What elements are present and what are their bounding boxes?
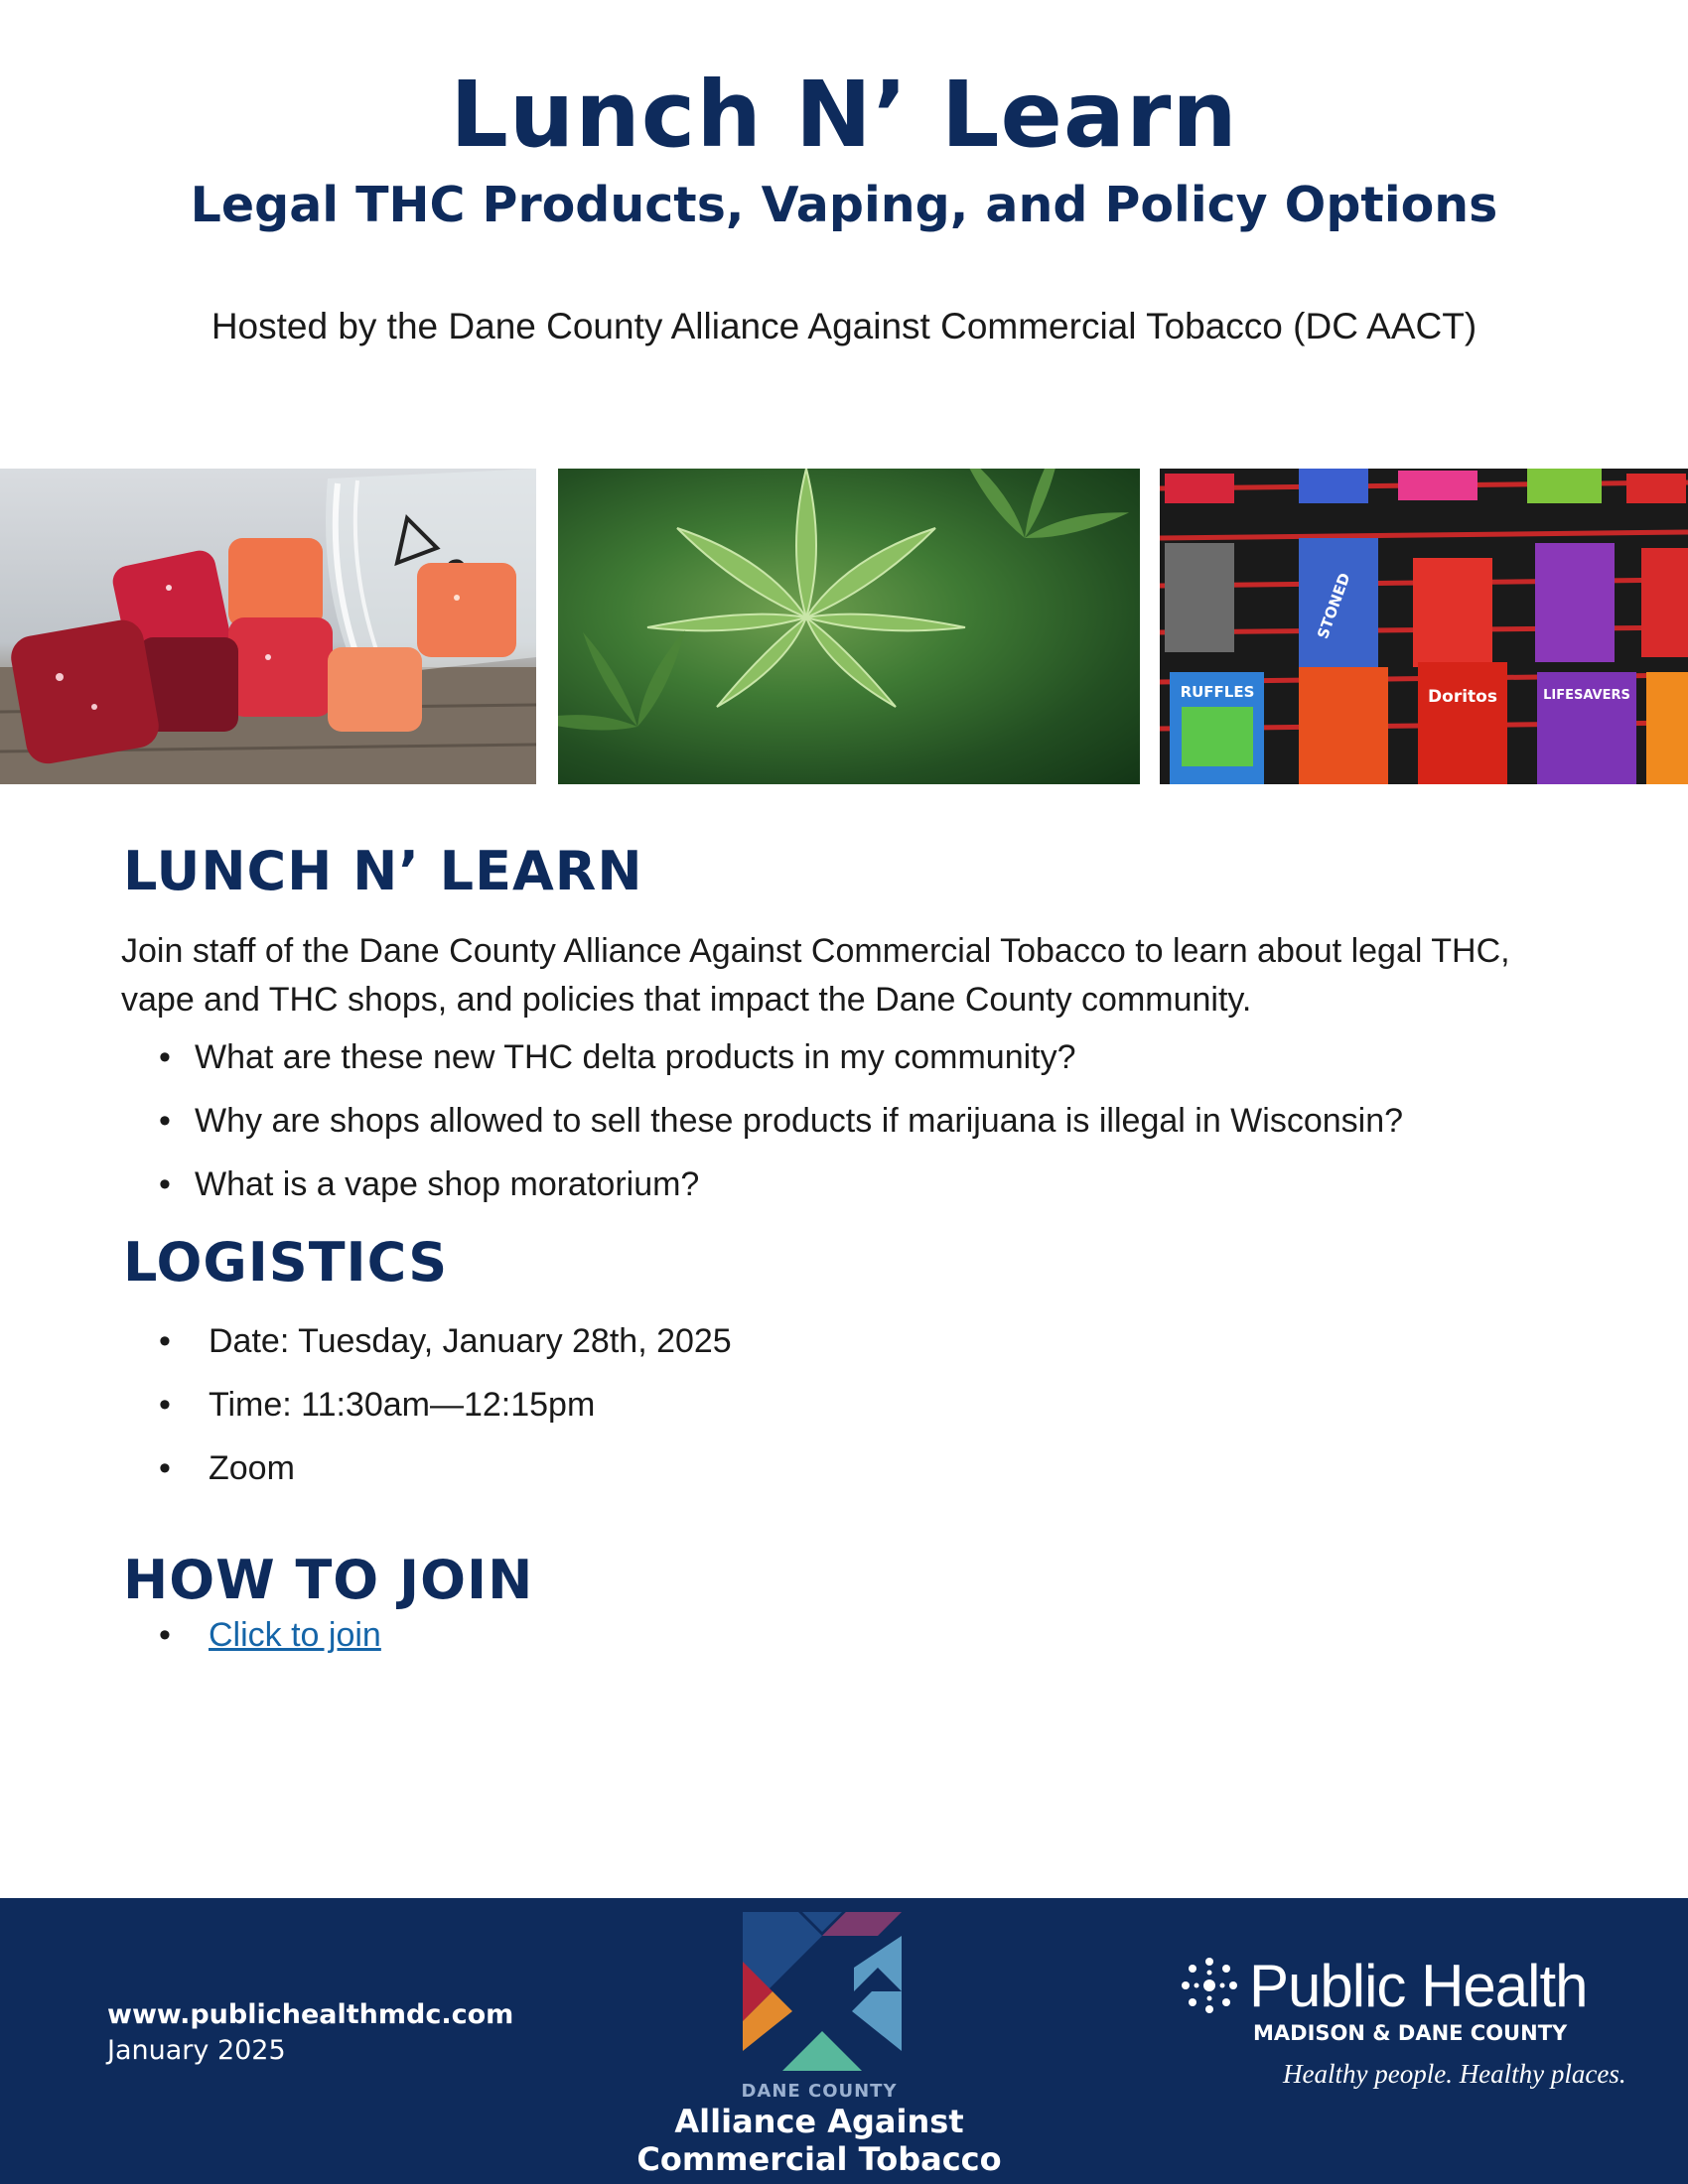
list-item: • Why are shops allowed to sell these products if marijuana is illegal in Wisconsin? [159, 1102, 1404, 1140]
bullet-icon: • [159, 1102, 171, 1140]
section-heading-join: HOW TO JOIN [123, 1549, 534, 1611]
public-health-title: Public Health [1249, 1953, 1588, 2019]
lunch-description: Join staff of the Dane County Alliance Against Commercial Tobacco to learn about legal THC, vape and THC shops, and policies that impact the Dane County community. [121, 932, 1510, 1019]
logistics-list [159, 1322, 732, 1513]
chip-label-ruffles: RUFFLES [1180, 683, 1255, 701]
lunch-questions-list [159, 1038, 1404, 1229]
page-title: Lunch N’ Learn [450, 62, 1238, 168]
join-list [159, 1616, 381, 1680]
list-item: • Time: 11:30am—12:15pm [159, 1386, 596, 1424]
list-item: • What are these new THC delta products in my community? [159, 1038, 1076, 1076]
public-health-burst-icon [1178, 1954, 1241, 2017]
bullet-icon: • [159, 1038, 171, 1076]
list-item: • Date: Tuesday, January 28th, 2025 [159, 1322, 732, 1360]
footer-url[interactable]: www.publichealthmdc.com [107, 1999, 514, 2030]
public-health-sub: MADISON & DANE COUNTY [1253, 2021, 1568, 2045]
bullet-icon: • [159, 1322, 171, 1360]
photo-strip [0, 469, 1688, 784]
hosted-by-text: Hosted by the Dane County Alliance Against Commercial Tobacco (DC AACT) [211, 306, 1477, 346]
shop-shelf-photo [1160, 469, 1688, 784]
section-heading-lunch: LUNCH N’ LEARN [123, 840, 643, 902]
list-item [159, 1616, 381, 1680]
list-item: • Zoom [159, 1449, 295, 1487]
gummies-illustration [0, 469, 536, 784]
footer-org-line2: Commercial Tobacco [636, 2140, 1002, 2178]
footer-org-county: DANE COUNTY [741, 2081, 898, 2102]
page-subtitle: Legal THC Products, Vaping, and Policy Options [190, 177, 1498, 233]
chip-label-doritos: Doritos [1428, 687, 1497, 707]
bullet-icon: • [159, 1386, 171, 1424]
chip-label-stoned: STONED [1314, 570, 1354, 641]
cannabis-leaves [558, 469, 1140, 784]
public-health-tagline: Healthy people. Healthy places. [1283, 2059, 1626, 2089]
section-heading-logistics: LOGISTICS [123, 1231, 449, 1294]
gummies-photo [0, 469, 536, 784]
cannabis-photo [558, 469, 1140, 784]
bullet-icon: • [159, 1616, 171, 1654]
footer-org-line1: Alliance Against [674, 2103, 964, 2140]
chip-label-lifesavers: LIFESAVERS [1543, 688, 1630, 703]
bullet-icon: • [159, 1165, 171, 1203]
bullet-icon: • [159, 1449, 171, 1487]
footer [0, 1898, 1688, 2184]
aact-logo-icon [743, 1912, 902, 2071]
snack-shelf [1160, 469, 1688, 784]
join-link[interactable]: Click to join [209, 1616, 381, 1654]
footer-date: January 2025 [107, 2035, 286, 2066]
list-item: • What is a vape shop moratorium? [159, 1165, 700, 1203]
